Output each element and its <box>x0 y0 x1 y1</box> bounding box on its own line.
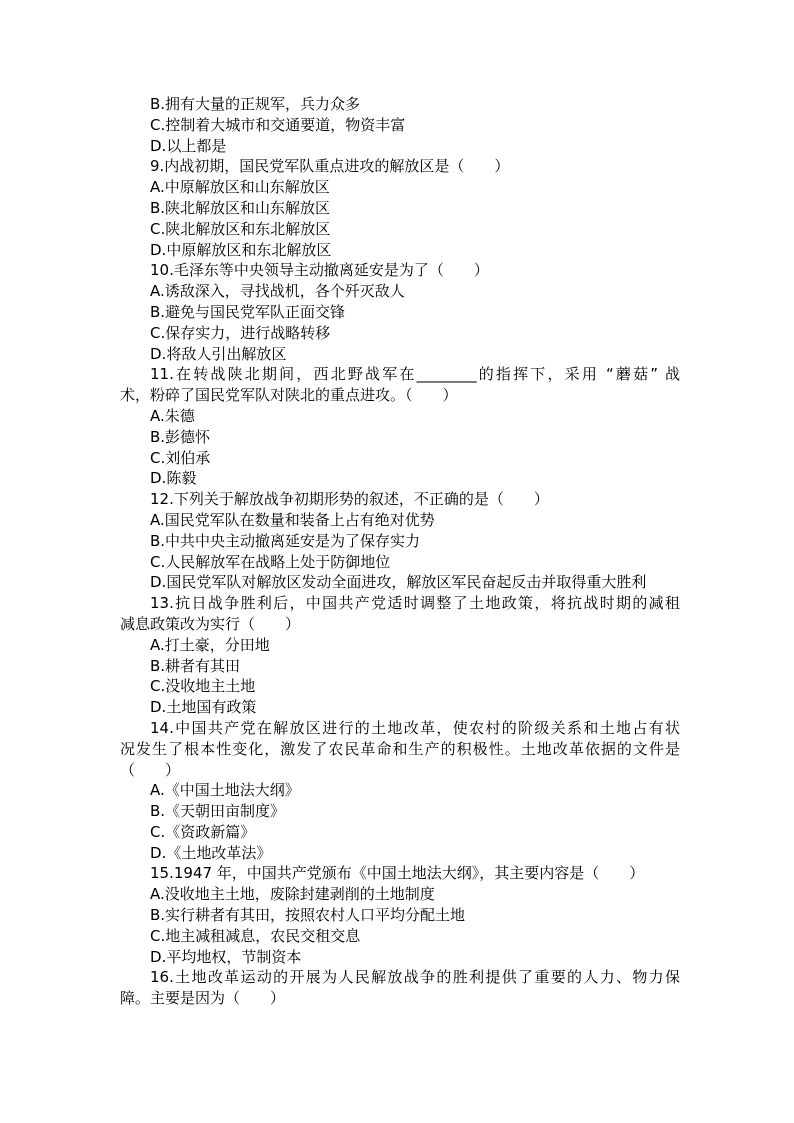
text-line: B.实行耕者有其田，按照农村人口平均分配土地 <box>150 906 466 925</box>
question-stem: 14.中国共产党在解放区进行的土地改革，使农村的阶级关系和土地占有状 <box>150 718 680 737</box>
question-stem: 15.1947 年，中国共产党颁布《中国土地法大纲》，其主要内容是（ ） <box>150 864 645 883</box>
text-line: C.刘伯承 <box>150 448 211 467</box>
text-line: D.土地国有政策 <box>150 698 257 717</box>
text-line: B.避免与国民党军队正面交锋 <box>150 302 346 321</box>
text-line: 减息政策改为实行（ ） <box>120 614 301 633</box>
text-line: A.《中国土地法大纲》 <box>150 781 300 800</box>
text-line: 障。主要是因为（ ） <box>120 989 286 1008</box>
text-line: D.以上都是 <box>150 136 227 155</box>
text-line: D.中原解放区和东北解放区 <box>150 240 332 259</box>
question-stem: 11.在转战陕北期间，西北野战军在________的指挥下，采用 “蘑菇” 战 <box>150 365 680 384</box>
text-line: 术，粉碎了国民党军队对陕北的重点进攻。（ ） <box>120 386 458 405</box>
text-line: B.陕北解放区和山东解放区 <box>150 198 331 217</box>
text-line: D.陈毅 <box>150 469 197 488</box>
text-line: A.诱敌深入，寻找战机，各个歼灭敌人 <box>150 282 405 301</box>
text-line: D.国民党军队对解放区发动全面进攻，解放区军民奋起反击并取得重大胜利 <box>150 573 647 592</box>
text-line: A.朱德 <box>150 406 195 425</box>
text-line: A.国民党军队在数量和装备上占有绝对优势 <box>150 510 435 529</box>
text-line: B.拥有大量的正规军，兵力众多 <box>150 95 361 113</box>
text-line: C.没收地主土地 <box>150 677 256 696</box>
text-line: C.陕北解放区和东北解放区 <box>150 219 331 238</box>
text-line: D.《土地改革法》 <box>150 843 272 862</box>
text-line: C.保存实力，进行战略转移 <box>150 323 331 342</box>
text-line: C.人民解放军在战略上处于防御地位 <box>150 552 391 571</box>
text-line: B.《天朝田亩制度》 <box>150 802 286 821</box>
text-line: A.中原解放区和山东解放区 <box>150 178 330 197</box>
text-line: C.控制着大城市和交通要道，物资丰富 <box>150 115 406 134</box>
text-line: D.平均地权，节制资本 <box>150 947 302 966</box>
text-line: C.地主减租减息，农民交租交息 <box>150 926 361 945</box>
text-line: A.打土豪，分田地 <box>150 635 270 654</box>
text-line: 况发生了根本性变化，激发了农民革命和生产的积极性。土地改革依据的文件是 <box>120 739 680 758</box>
question-stem: 13.抗日战争胜利后，中国共产党适时调整了土地政策，将抗战时期的减租 <box>150 594 680 613</box>
text-line: B.彭德怀 <box>150 427 211 446</box>
text-line: C.《资政新篇》 <box>150 822 256 841</box>
text-line: B.中共中央主动撤离延安是为了保存实力 <box>150 531 421 550</box>
question-stem: 16.土地改革运动的开展为人民解放战争的胜利提供了重要的人力、物力保 <box>150 968 680 987</box>
question-text-block <box>120 94 680 1009</box>
text-line: D.将敌人引出解放区 <box>150 344 287 363</box>
question-stem: 12.下列关于解放战争初期形势的叙述，不正确的是（ ） <box>150 490 549 509</box>
text-line: （ ） <box>120 760 181 779</box>
question-stem: 10.毛泽东等中央领导主动撤离延安是为了（ ） <box>150 261 489 280</box>
question-stem: 9.内战初期，国民党军队重点进攻的解放区是（ ） <box>150 157 510 176</box>
text-line: B.耕者有其田 <box>150 656 241 675</box>
text-line: A.没收地主土地，废除封建剥削的土地制度 <box>150 885 435 904</box>
